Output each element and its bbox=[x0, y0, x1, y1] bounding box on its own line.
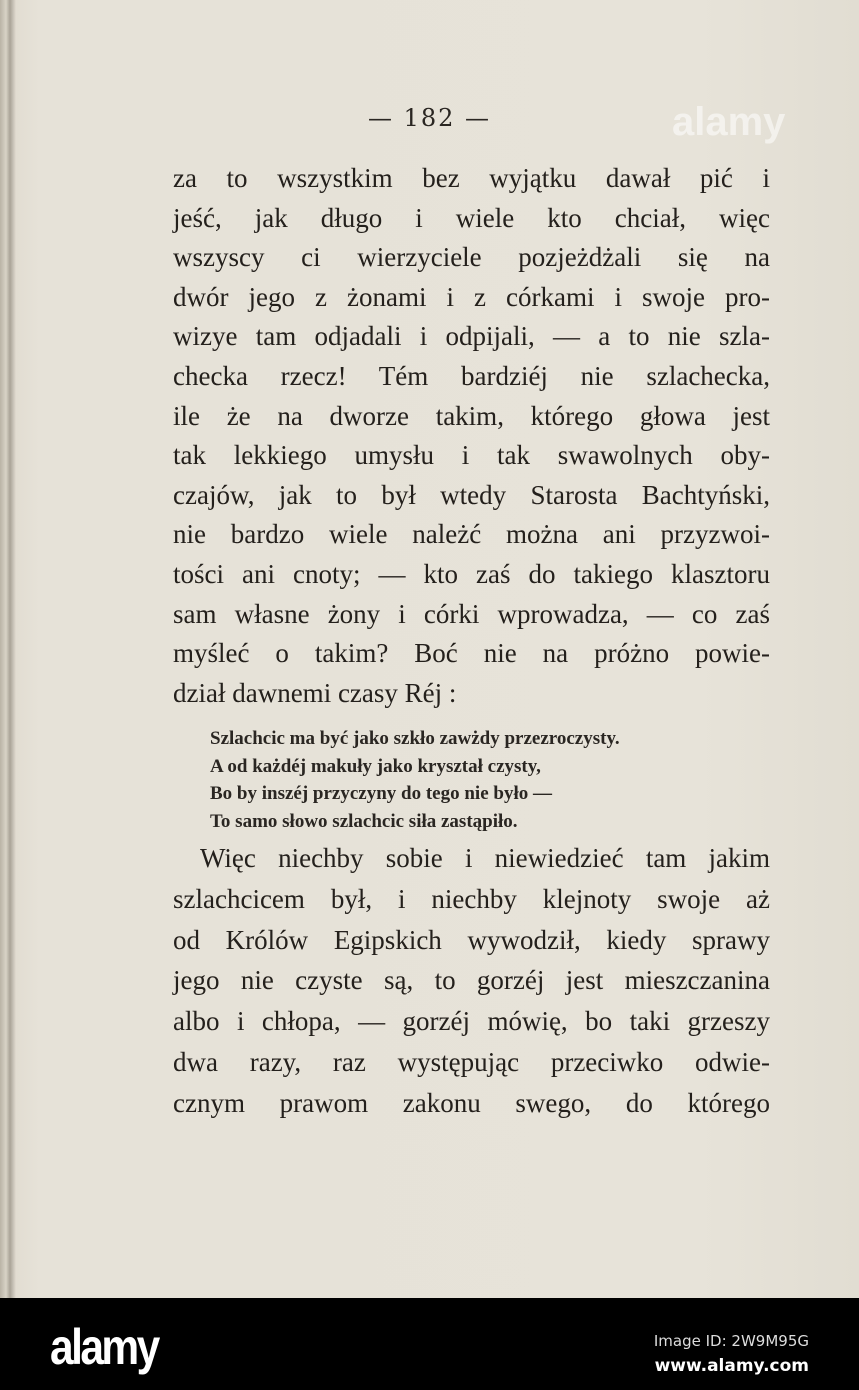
text-line: Więc niechby sobie i niewiedzieć tam jakim bbox=[200, 843, 770, 873]
text-line: cznym prawom zakonu swego, do którego bbox=[173, 1087, 770, 1118]
verse-line: Szlachcic ma być jako szkło zawżdy przezroczysty. bbox=[210, 728, 620, 749]
text-line: albo i chłopa, — gorzéj mówię, bo taki grzeszy bbox=[173, 1006, 770, 1037]
text-line: tak lekkiego umysłu i tak swawolnych oby- bbox=[173, 440, 770, 471]
text-line: nie bardzo wiele należć można ani przyzwoi- bbox=[173, 519, 770, 550]
verse-line: A od każdéj makuły jako kryształ czysty, bbox=[210, 755, 541, 777]
verse-line: To samo słowo szlachcic siła zastąpiło. bbox=[210, 810, 518, 832]
text-line: szlachcicem był, i niechby klejnoty swoje aż bbox=[173, 883, 770, 914]
text-line: myśleć o takim? Boć nie na próżno powie- bbox=[173, 638, 770, 669]
text-line: dwa razy, raz występując przeciwko odwie- bbox=[173, 1047, 770, 1077]
text-line: od Królów Egipskich wywodził, kiedy sprawy bbox=[173, 924, 770, 955]
watermark-footer bbox=[0, 1300, 859, 1390]
watermark: alamy bbox=[672, 100, 786, 144]
text-line: sam własne żony i córki wprowadza, — co zaś bbox=[173, 598, 770, 629]
text-line: jego nie czyste są, to gorzéj jest mieszczanina bbox=[173, 965, 770, 996]
alamy-logo: alamy bbox=[50, 1319, 158, 1375]
text-line: tości ani cnoty; — kto zaś do takiego klasztoru bbox=[173, 559, 770, 589]
text-line: wszyscy ci wierzyciele pozjeżdżali się na bbox=[173, 242, 770, 273]
verse-line: Bo by inszéj przyczyny do tego nie było — bbox=[210, 783, 552, 804]
text-line: jeść, jak długo i wiele kto chciał, więc bbox=[173, 202, 770, 233]
image-id: Image ID: 2W9M95G bbox=[653, 1332, 809, 1350]
text-line: czajów, jak to był wtedy Starosta Bachtyński, bbox=[173, 479, 770, 510]
site-url: www.alamy.com bbox=[654, 1356, 809, 1376]
text-line: wizye tam odjadali i odpijali, — a to nie szla- bbox=[173, 321, 770, 352]
text-line: checka rzecz! Tém bardziéj nie szlachecka, bbox=[173, 361, 770, 391]
text-line: dwór jego z żonami i z córkami i swoje pro- bbox=[173, 281, 770, 312]
text-line: za to wszystkim bez wyjątku dawał pić i bbox=[173, 163, 770, 193]
text-line: ile że na dworze takim, którego głowa jest bbox=[173, 400, 770, 431]
page-number: — 182 — bbox=[367, 104, 492, 132]
text-line: dział dawnemi czasy Réj : bbox=[173, 677, 457, 708]
